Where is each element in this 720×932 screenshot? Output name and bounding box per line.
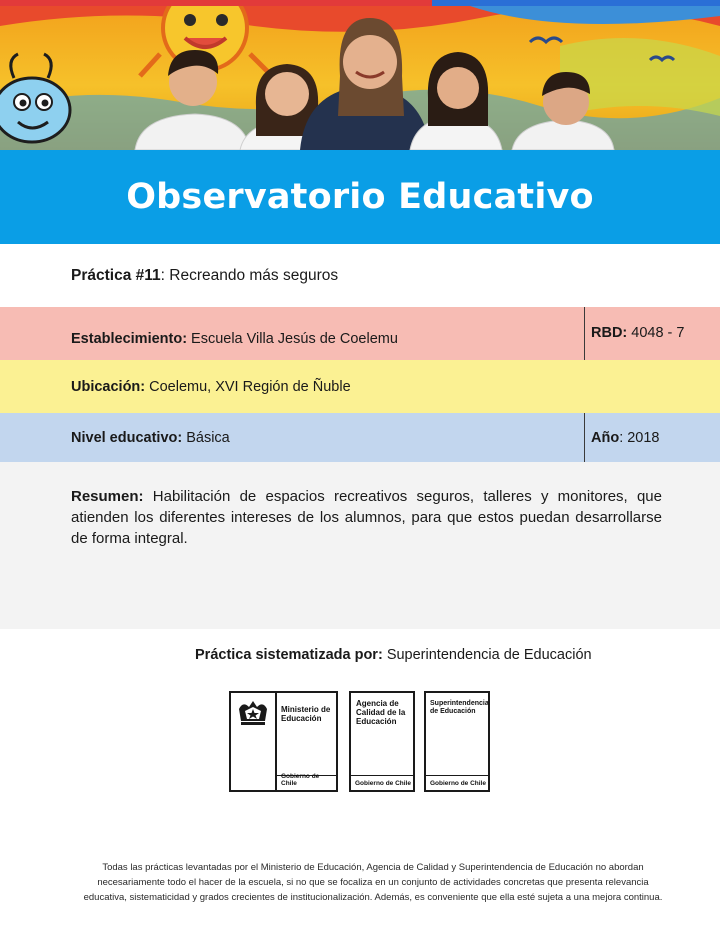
nivel-value: Básica bbox=[186, 429, 230, 446]
ubicacion-label: Ubicación: bbox=[71, 378, 146, 395]
bee-mural-icon bbox=[0, 54, 70, 142]
chile-crest-icon bbox=[235, 699, 271, 729]
anio-cell bbox=[584, 413, 720, 462]
nivel-cell bbox=[0, 413, 584, 462]
summary-text: Habilitación de espacios recreativos seguros, talleres y monitores, que atienden los diferentes intereses de los alumnos, para que estos puedan desarrollarse de forma integral. bbox=[71, 488, 662, 547]
agencia-logo-text: Agencia de Calidad de la Educación bbox=[356, 699, 406, 726]
agencia-logo-footer: Gobierno de Chile bbox=[355, 780, 411, 787]
ubicacion-cell bbox=[0, 360, 720, 413]
ministerio-logo bbox=[229, 691, 338, 792]
rbd-cell bbox=[584, 307, 720, 360]
ubicacion-row bbox=[0, 360, 720, 413]
establecimiento-label: Establecimiento: bbox=[71, 330, 188, 347]
anio-label: Año bbox=[591, 429, 620, 446]
rbd-value: 4048 - 7 bbox=[631, 325, 685, 341]
disclaimer-text: Todas las prácticas levantadas por el Ministerio de Educación, Agencia de Calidad y Superintendencia de Educación no abordan necesariamente todo el hacer de la escuela, si no que se focaliza en un conjunto de actividades concretas que presenta relevancia educativa, sistematicidad y grados crecientes de institucionalización. Además, es conveniente que ella esté sujeta a una mejora continua. bbox=[83, 862, 663, 903]
rbd-label: RBD: bbox=[591, 325, 628, 341]
ministerio-logo-footer: Gobierno de Chile bbox=[281, 773, 320, 787]
summary-label: Resumen: bbox=[71, 488, 144, 505]
ministerio-logo-text: Ministerio de Educación bbox=[281, 705, 331, 723]
superintendencia-logo-footer: Gobierno de Chile bbox=[430, 780, 486, 787]
anio-value: : 2018 bbox=[619, 429, 660, 446]
page-title: Observatorio Educativo bbox=[126, 177, 594, 217]
logo-separator bbox=[351, 775, 413, 776]
establecimiento-value: Escuela Villa Jesús de Coelemu bbox=[191, 330, 398, 347]
establecimiento-cell bbox=[0, 307, 584, 360]
agencia-logo bbox=[349, 691, 415, 792]
hero-illustration bbox=[0, 6, 720, 150]
superintendencia-logo-text: Superintendencia de Educación bbox=[430, 700, 489, 715]
nivel-row bbox=[0, 413, 720, 462]
teacher bbox=[300, 18, 430, 150]
practice-row bbox=[0, 244, 720, 307]
sistematizada-label: Práctica sistematizada por: bbox=[195, 647, 383, 663]
logo-separator bbox=[426, 775, 488, 776]
ubicacion-value: Coelemu, XVI Región de Ñuble bbox=[149, 378, 351, 395]
sistematizada-line bbox=[195, 647, 592, 663]
practice-name: : Recreando más seguros bbox=[160, 266, 339, 284]
hero-photo bbox=[0, 6, 720, 150]
nivel-label: Nivel educativo: bbox=[71, 429, 183, 446]
practice-number: Práctica #11 bbox=[71, 266, 161, 284]
establecimiento-row bbox=[0, 307, 720, 360]
title-band bbox=[0, 150, 720, 244]
summary-section bbox=[0, 462, 720, 629]
superintendencia-logo bbox=[424, 691, 490, 792]
sistematizada-value: Superintendencia de Educación bbox=[386, 647, 592, 663]
